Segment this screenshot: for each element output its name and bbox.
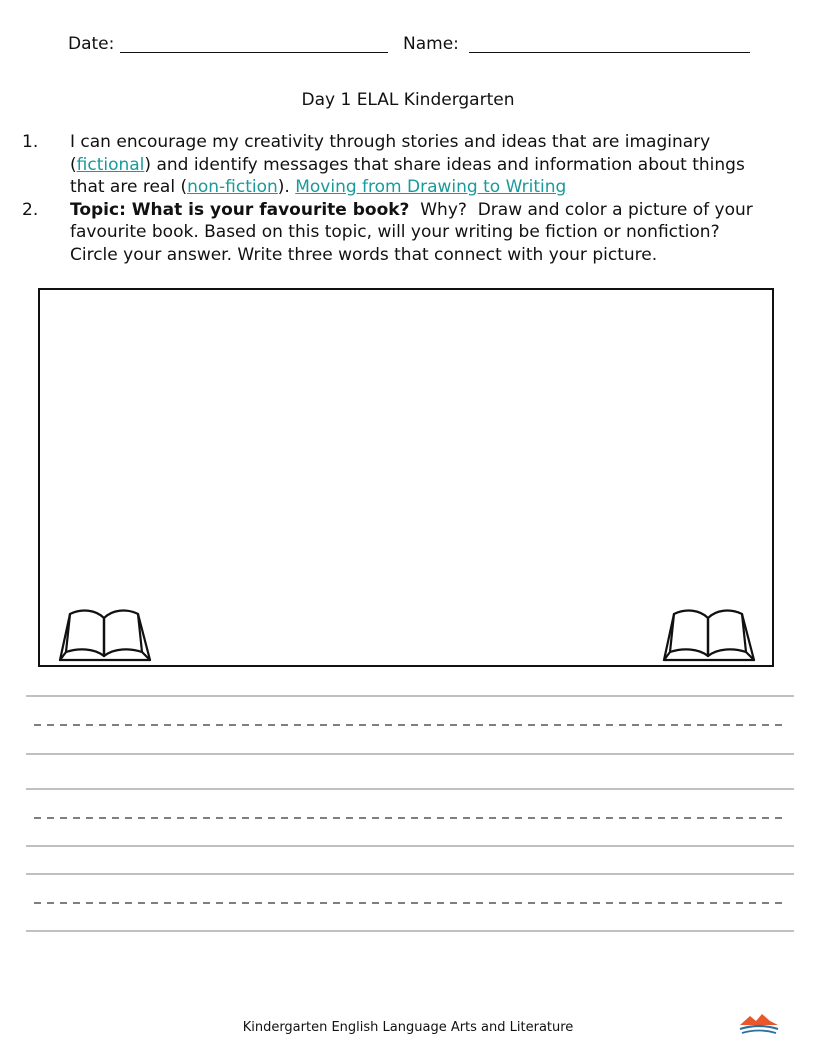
item-text-fragment: ). <box>277 177 296 197</box>
non-fiction-link[interactable]: non-fiction <box>187 177 278 197</box>
item-line: favourite book. Based on this topic, will your writing be fiction or nonfiction? <box>70 222 720 242</box>
item-number: 2. <box>22 199 39 220</box>
item-text-fragment: Why? Draw and color a picture of your <box>409 199 753 220</box>
footer-text: Kindergarten English Language Arts and Literature <box>242 1020 574 1035</box>
mountain-logo-icon <box>738 1011 780 1037</box>
item-line: I can encourage my creativity through stories and ideas that are imaginary <box>70 132 711 152</box>
item-number: 1. <box>22 132 39 152</box>
topic-question: Topic: What is your favourite book? <box>70 199 410 220</box>
name-label: Name: <box>403 34 459 54</box>
moving-from-drawing-to-writing-link[interactable]: Moving from Drawing to Writing <box>295 177 567 197</box>
page-title: Day 1 ELAL Kindergarten <box>301 90 515 110</box>
item-text-fragment: ( <box>70 154 77 175</box>
fictional-link[interactable]: fictional <box>76 154 145 175</box>
date-label: Date: <box>68 34 115 54</box>
item-line: Circle your answer. Write three words that connect with your picture. <box>70 244 658 265</box>
item-text-fragment: that are real ( <box>70 177 188 197</box>
item-text-fragment: ) and identify messages that share ideas and information about things <box>144 154 745 175</box>
